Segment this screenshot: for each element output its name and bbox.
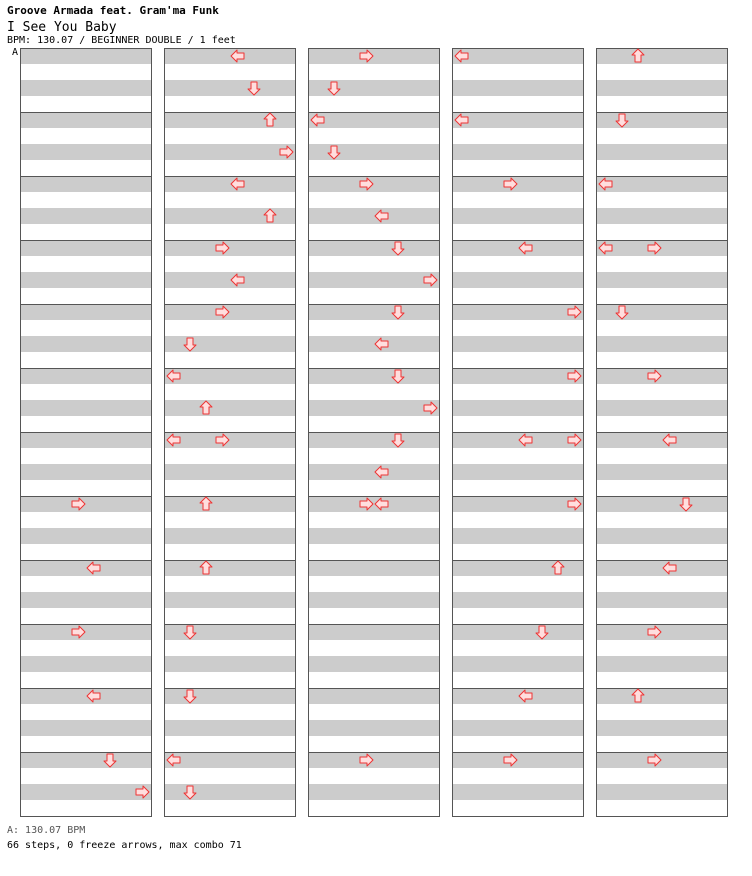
beat-stripe <box>164 208 296 224</box>
chart-info: BPM: 130.07 / BEGINNER DOUBLE / 1 feet <box>7 35 236 46</box>
beat-stripe <box>596 368 728 384</box>
beat-stripe <box>308 400 440 416</box>
beat-stripe <box>164 240 296 256</box>
beat-stripe <box>596 720 728 736</box>
beat-stripe <box>308 272 440 288</box>
bpm-marker: A <box>12 47 19 58</box>
beat-stripe <box>164 784 296 800</box>
beat-stripe <box>308 304 440 320</box>
beat-stripe <box>596 624 728 640</box>
beat-stripe <box>20 176 152 192</box>
beat-stripe <box>596 592 728 608</box>
beat-stripe <box>596 272 728 288</box>
beat-stripe <box>308 560 440 576</box>
beat-stripe <box>164 144 296 160</box>
beat-stripe <box>452 752 584 768</box>
beat-stripe <box>164 112 296 128</box>
beat-stripe <box>596 784 728 800</box>
beat-stripe <box>20 240 152 256</box>
beat-stripe <box>164 656 296 672</box>
beat-stripe <box>20 80 152 96</box>
beat-stripe <box>20 336 152 352</box>
beat-stripe <box>596 208 728 224</box>
beat-stripe <box>308 432 440 448</box>
beat-stripe <box>164 496 296 512</box>
beat-stripe <box>452 784 584 800</box>
beat-stripe <box>308 176 440 192</box>
beat-stripe <box>596 432 728 448</box>
beat-stripe <box>20 208 152 224</box>
beat-stripe <box>596 336 728 352</box>
beat-stripe <box>308 240 440 256</box>
beat-stripe <box>164 752 296 768</box>
beat-stripe <box>452 272 584 288</box>
beat-stripe <box>596 656 728 672</box>
beat-stripe <box>164 624 296 640</box>
beat-stripe <box>20 688 152 704</box>
beat-stripe <box>308 144 440 160</box>
beat-stripe <box>452 688 584 704</box>
beat-stripe <box>20 432 152 448</box>
beat-stripe <box>596 560 728 576</box>
beat-stripe <box>452 208 584 224</box>
beat-stripe <box>164 400 296 416</box>
beat-stripe <box>452 240 584 256</box>
beat-stripe <box>20 624 152 640</box>
beat-stripe <box>596 752 728 768</box>
beat-stripe <box>20 272 152 288</box>
beat-stripe <box>20 784 152 800</box>
beat-stripe <box>596 176 728 192</box>
beat-stripe <box>596 400 728 416</box>
beat-stripe <box>20 400 152 416</box>
beat-stripe <box>452 624 584 640</box>
beat-stripe <box>20 48 152 64</box>
beat-stripe <box>452 496 584 512</box>
beat-stripe <box>452 656 584 672</box>
beat-stripe <box>20 592 152 608</box>
song-artist: Groove Armada feat. Gram'ma Funk <box>7 4 219 17</box>
beat-stripe <box>308 48 440 64</box>
beat-stripe <box>452 592 584 608</box>
beat-stripe <box>20 464 152 480</box>
beat-stripe <box>452 432 584 448</box>
beat-stripe <box>596 688 728 704</box>
beat-stripe <box>308 368 440 384</box>
beat-stripe <box>452 464 584 480</box>
beat-stripe <box>20 304 152 320</box>
beat-stripe <box>308 624 440 640</box>
beat-stripe <box>20 752 152 768</box>
beat-stripe <box>308 80 440 96</box>
beat-stripe <box>20 528 152 544</box>
beat-stripe <box>308 752 440 768</box>
beat-stripe <box>452 528 584 544</box>
beat-stripe <box>164 464 296 480</box>
beat-stripe <box>596 48 728 64</box>
beat-stripe <box>308 336 440 352</box>
beat-stripe <box>596 144 728 160</box>
beat-stripe <box>308 464 440 480</box>
beat-stripe <box>164 720 296 736</box>
beat-stripe <box>164 560 296 576</box>
beat-stripe <box>164 176 296 192</box>
beat-stripe <box>308 688 440 704</box>
step-stats: 66 steps, 0 freeze arrows, max combo 71 <box>7 840 242 851</box>
beat-stripe <box>596 464 728 480</box>
beat-stripe <box>164 80 296 96</box>
beat-stripe <box>452 112 584 128</box>
beat-stripe <box>308 720 440 736</box>
beat-stripe <box>452 80 584 96</box>
beat-stripe <box>308 208 440 224</box>
beat-stripe <box>452 304 584 320</box>
beat-stripe <box>164 592 296 608</box>
beat-stripe <box>164 432 296 448</box>
beat-stripe <box>20 560 152 576</box>
beat-stripe <box>452 400 584 416</box>
beat-stripe <box>596 112 728 128</box>
beat-stripe <box>164 48 296 64</box>
beat-stripe <box>452 368 584 384</box>
beat-stripe <box>164 528 296 544</box>
beat-stripe <box>452 720 584 736</box>
beat-stripe <box>164 688 296 704</box>
beat-stripe <box>596 80 728 96</box>
beat-stripe <box>20 656 152 672</box>
beat-stripe <box>20 496 152 512</box>
beat-stripe <box>596 496 728 512</box>
beat-stripe <box>308 592 440 608</box>
beat-stripe <box>20 368 152 384</box>
beat-stripe <box>452 336 584 352</box>
beat-stripe <box>164 336 296 352</box>
bpm-legend: A: 130.07 BPM <box>7 825 86 836</box>
beat-stripe <box>20 144 152 160</box>
beat-stripe <box>452 48 584 64</box>
beat-stripe <box>308 528 440 544</box>
beat-stripe <box>20 112 152 128</box>
beat-stripe <box>452 144 584 160</box>
beat-stripe <box>308 784 440 800</box>
song-title: I See You Baby <box>7 20 117 35</box>
beat-stripe <box>308 656 440 672</box>
beat-stripe <box>596 304 728 320</box>
beat-stripe <box>20 720 152 736</box>
beat-stripe <box>164 272 296 288</box>
beat-stripe <box>308 496 440 512</box>
beat-stripe <box>308 112 440 128</box>
beat-stripe <box>164 304 296 320</box>
beat-stripe <box>164 368 296 384</box>
beat-stripe <box>596 240 728 256</box>
beat-stripe <box>452 560 584 576</box>
beat-stripe <box>596 528 728 544</box>
beat-stripe <box>452 176 584 192</box>
